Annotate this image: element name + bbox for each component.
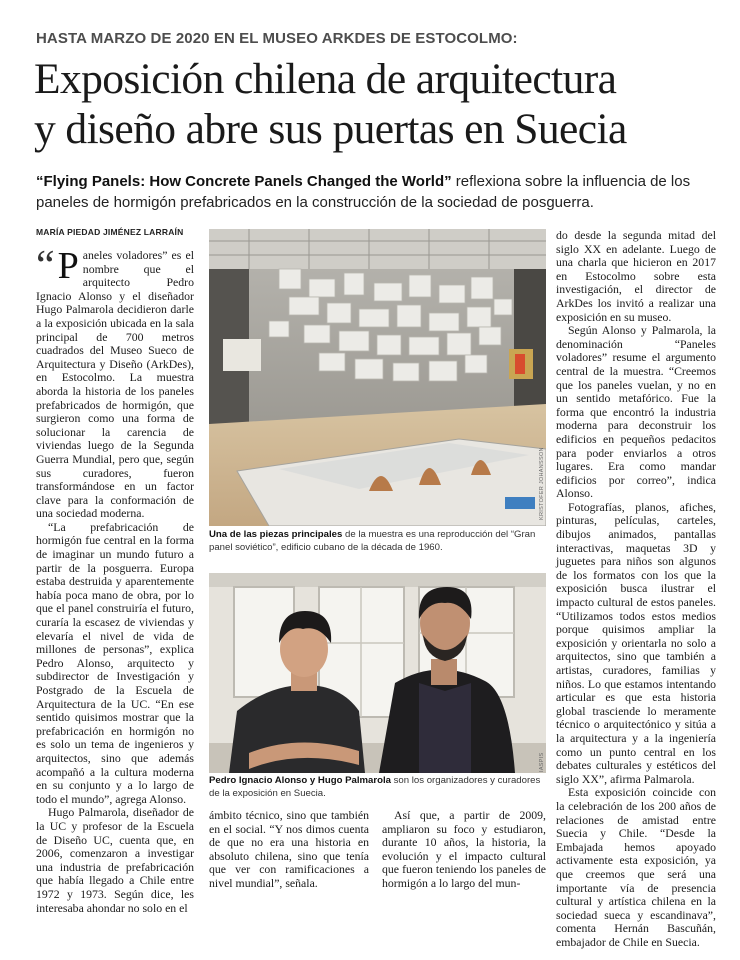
paragraph: ámbito técnico, sino que también en el social. “Y nos dimos cuenta de que no era una historia en absoluto chilena, sino que tenía que ver con ramificaciones a nivel mundial”, señala. [209, 808, 369, 890]
photo-credit: KRISTOFER JOHANSSON [539, 447, 545, 520]
paragraph: do desde la segunda mitad del siglo XX en adelante. Luego de una charla que hicieron en 2017 en Estocolmo sobre esta investigación, el director de ArkDes los invitó a realizar una exposición en su museo. [556, 228, 716, 324]
paragraph: Esta exposición coincide con la celebración de los 200 años de relaciones de amistad entre Suecia y Chile. “Desde la Embajada hemos apoyado activamente esta exposición, ya que creemos que será una importante vía de presencia cultural y artística chilena en la sociedad sueca y escandinava”, comenta Hernán Bascuñán, embajador de Chile en Suecia. [556, 785, 716, 949]
article-column-1 [36, 243, 194, 915]
drop-quote-mark: “ [36, 243, 55, 289]
kicker: HASTA MARZO DE 2020 EN EL MUSEO ARKDES DE ESTOCOLMO: [36, 30, 518, 47]
drop-cap: P [57, 245, 79, 287]
paragraph: “La prefabricación de hormigón fue central en la forma de imaginar un mundo futuro a partir de la posguerra. Europa estaba destruida y aparentemente había poca mano de obra, por lo que el panel construiría el futuro, curaría la escasez de viviendas y elevaría el nivel de vida de millones de personas”, explica Pedro Alonso, arquitecto y subdirector de Investigación y Postgrado de la Escuela de Arquitectura de la UC. “En ese sentido quisimos mostrar que la prefabricación en hormigón no es solo un tema de ingenieros y arquitectos, sino que además acompañó a la cultura moderna en su conjunto y a lo largo de todo el mundo”, agrega Alonso. [36, 519, 194, 806]
paragraph: Según Alonso y Palmarola, la denominación “Paneles voladores” resume el argumento central de la muestra. “Creemos que los paneles vuelan, y no en un sentido metafórico. Fue la forma que encontró la industria moderna para deconstruir los edificios en pequeños pedacitos para poder enviarlos a otros lugares. Era como mandar edificios por correo”, indica Alonso. [556, 323, 716, 501]
article-column-4 [556, 229, 716, 949]
headline-line-2: y diseño abre sus puertas en Suecia [34, 105, 627, 153]
exhibition-photo [209, 229, 546, 526]
headline [34, 54, 724, 154]
curators-portrait-image [209, 573, 546, 773]
photo-caption [209, 775, 546, 800]
caption-text: de la muestra es una reproducción del “Gran panel soviético”, edificio cubano de la década de 1960. [209, 529, 536, 553]
byline: MARÍA PIEDAD JIMÉNEZ LARRAÍN [36, 227, 184, 237]
paragraph-text: aneles voladores” es el nombre que el arquitecto Pedro Ignacio Alonso y el diseñador Hugo Palmarola decidieron darle a la exposición ubicada en la sala principal de 700 metros cuadrados del Museo Sueco de Arquitectura y Diseño (ArkDes), en Estocolmo. La muestra aborda la historia de los paneles prefabricados de hormigón, que surgieron como una forma de solucionar la carencia de viviendas luego de la Segunda Guerra Mundial, pero que, según sus curadores, fueron transformándose en un factor clave para la conformación de una sociedad moderna. [36, 248, 194, 521]
photo-credit: IASPIS [539, 752, 545, 772]
exhibition-hall-image [209, 229, 546, 526]
article-column-2 [209, 809, 369, 891]
article-column-3 [382, 809, 546, 891]
caption-text: son los organizadores y curadores de la exposición en Suecia. [209, 775, 541, 799]
caption-highlight: Una de las piezas principales [209, 529, 343, 540]
paragraph: Fotografías, planos, afiches, pinturas, películas, carteles, dibujos animados, pantallas interactivas, maquetas 3D y juguetes para niños son algunos de los formatos con los que la exposición busca ilustrar el impacto cultural de estos paneles. “Utilizamos todos estos medios porque quisimos ampliar la exposición y orientarla no solo a arquitectos, sino que también a artistas, curadores, familias y niños. Lo que estamos intentando articular es que esta historia global trasciende lo meramente técnico o arquitectónico y sitúa a la arquitectura y a la ingeniería como un punto central en los debates culturales y estéticos del siglo XX”, afirma Palmarola. [556, 499, 716, 786]
curators-photo [209, 573, 546, 773]
deck-text: reflexiona sobre la influencia de los paneles de hormigón prefabricados en la construcción de la sociedad de posguerra. [36, 173, 691, 211]
deck-title: “Flying Panels: How Concrete Panels Changed the World” [36, 173, 452, 190]
photo-caption [209, 529, 546, 554]
paragraph: Hugo Palmarola, diseñador de la UC y profesor de la Escuela de Diseño UC, cuenta que, en 2006, comenzaron a investigar una industria de prefabricación que había llegado a Chile entre 1972 y 1973. Según dice, les interesaba ahondar no solo en el [36, 805, 194, 915]
caption-highlight: Pedro Ignacio Alonso y Hugo Palmarola [209, 775, 391, 786]
deck [36, 171, 716, 213]
paragraph [36, 243, 194, 521]
headline-line-1: Exposición chilena de arquitectura [34, 55, 617, 103]
paragraph: Así que, a partir de 2009, ampliaron su foco y estudiaron, durante 10 años, la historia, la evolución y el impacto cultural que fueron teniendo los paneles de hormigón a lo largo del mun- [382, 808, 546, 890]
